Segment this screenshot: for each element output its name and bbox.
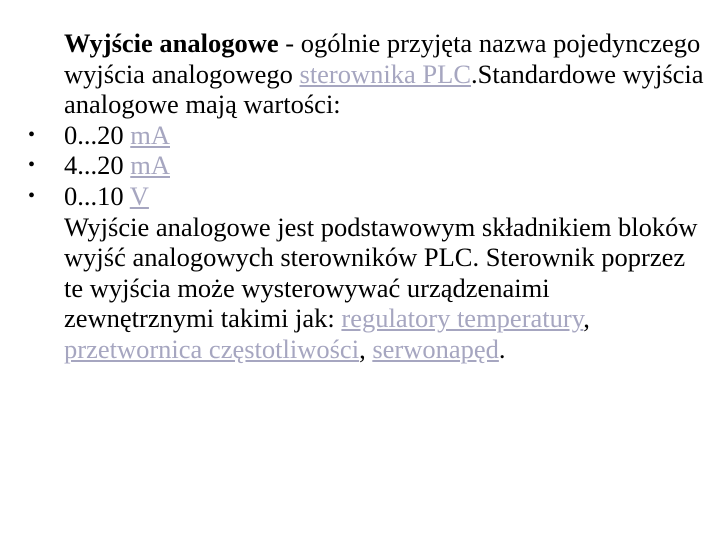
- link-przetwornica-czestotliwosci[interactable]: przetwornica częstotliwości: [64, 333, 360, 364]
- outro-text: Wyjście analogowe jest podstawowym składnikiem bloków wyjść analogowych sterowników PLC. Sterownik poprzez te wyjścia może wysterowywać urządzenaimi zewnętrznymi takimi jak:: [64, 211, 698, 334]
- link-regulatory-temperatury[interactable]: regulatory temperatury: [341, 303, 584, 334]
- slide-content: [28, 28, 704, 365]
- link-serwonaped[interactable]: serwonapęd: [372, 333, 499, 364]
- range-value: 0...20: [64, 119, 131, 150]
- bullet-icon: •: [28, 154, 36, 177]
- intro-text-end: .Standardowe wyjścia analogowe mają wartości:: [64, 58, 704, 120]
- link-unit-ma[interactable]: mA: [130, 119, 170, 150]
- link-sterownika-plc[interactable]: sterownika PLC: [299, 58, 471, 89]
- separator: ,: [359, 333, 373, 364]
- range-value: 4...20: [64, 150, 131, 181]
- term-heading: Wyjście analogowe: [64, 28, 279, 58]
- list-item-range-1: [28, 119, 704, 151]
- range-value: 0...10: [64, 180, 130, 211]
- list-item-range-2: [28, 150, 704, 181]
- intro-paragraph: [64, 28, 704, 120]
- separator: ,: [583, 303, 590, 334]
- bullet-icon: •: [28, 184, 36, 207]
- link-unit-ma[interactable]: mA: [130, 150, 170, 181]
- ranges-list: [28, 119, 704, 212]
- bullet-icon: •: [28, 123, 36, 146]
- intro-text: - ogólnie przyjęta nazwa pojedynczego wyjścia analogowego: [64, 28, 701, 89]
- outro-paragraph: [64, 212, 704, 365]
- list-item-range-3: [28, 180, 704, 212]
- link-unit-v[interactable]: V: [129, 180, 149, 211]
- period: .: [498, 333, 506, 364]
